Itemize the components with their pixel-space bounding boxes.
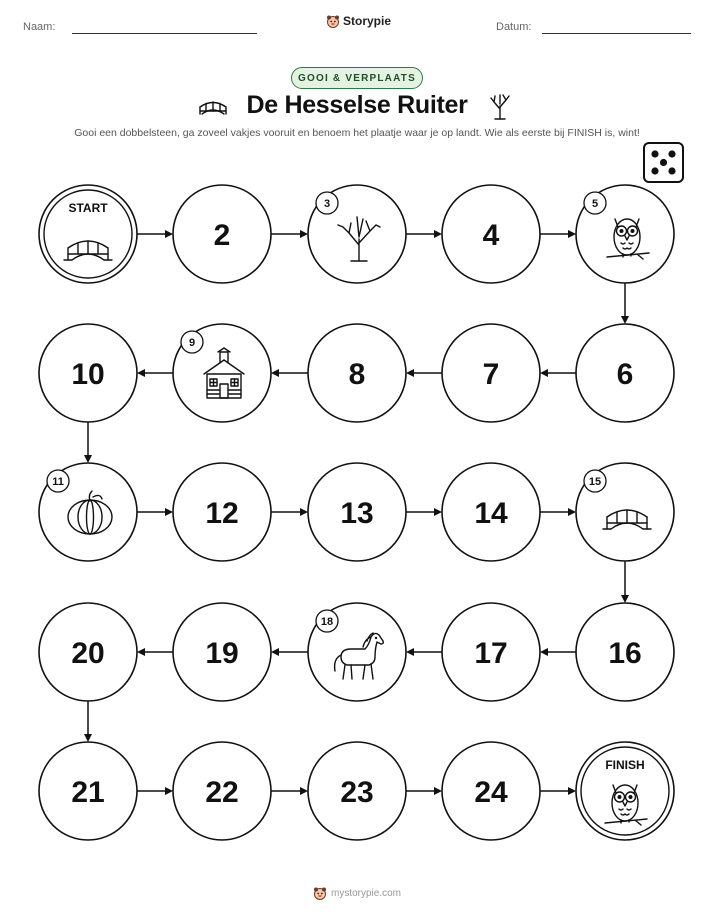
date-label: Datum: bbox=[496, 21, 532, 33]
svg-text:15: 15 bbox=[588, 476, 602, 488]
svg-text:18: 18 bbox=[320, 616, 334, 628]
space-number: 6 bbox=[616, 358, 634, 391]
svg-text:3: 3 bbox=[323, 198, 331, 210]
name-label: Naam: bbox=[23, 21, 56, 33]
svg-text:11: 11 bbox=[52, 476, 64, 488]
space-number: 13 bbox=[340, 497, 374, 530]
start-space bbox=[39, 185, 137, 283]
board-space-21 bbox=[39, 742, 137, 840]
space-number-badge bbox=[584, 470, 606, 492]
path-arrowhead bbox=[540, 648, 548, 656]
path-arrowhead bbox=[434, 508, 442, 516]
board-space-8 bbox=[308, 324, 406, 422]
board-space-18 bbox=[308, 603, 406, 701]
board-space-22 bbox=[173, 742, 271, 840]
board-space-10 bbox=[39, 324, 137, 422]
path-arrowhead bbox=[271, 369, 279, 377]
page-title: De Hesselse Ruiter bbox=[246, 91, 468, 119]
board-space-7 bbox=[442, 324, 540, 422]
space-number: 2 bbox=[213, 219, 231, 252]
board-space-16 bbox=[576, 603, 674, 701]
path-arrowhead bbox=[165, 787, 173, 795]
finish-space bbox=[576, 742, 674, 840]
path-arrowhead bbox=[165, 230, 173, 238]
activity-badge: GOOI & VERPLAATS bbox=[291, 67, 423, 89]
space-number: 16 bbox=[608, 637, 642, 670]
space-label: START bbox=[68, 201, 108, 215]
space-number: 8 bbox=[348, 358, 366, 391]
space-number-badge bbox=[316, 192, 338, 214]
path-arrowhead bbox=[540, 369, 548, 377]
space-number: 24 bbox=[474, 776, 508, 809]
board-space-5 bbox=[576, 185, 674, 283]
space-number: 12 bbox=[205, 497, 239, 530]
space-number: 10 bbox=[71, 358, 105, 391]
path-arrowhead bbox=[621, 595, 629, 603]
board-space-13 bbox=[308, 463, 406, 561]
space-number-badge bbox=[47, 470, 69, 492]
path-arrowhead bbox=[137, 648, 145, 656]
board-space-17 bbox=[442, 603, 540, 701]
board-space-9 bbox=[173, 324, 271, 422]
board-space-4 bbox=[442, 185, 540, 283]
path-arrowhead bbox=[568, 508, 576, 516]
board-space-14 bbox=[442, 463, 540, 561]
board-space-20 bbox=[39, 603, 137, 701]
space-number: 20 bbox=[71, 637, 105, 670]
space-number-badge bbox=[181, 331, 203, 353]
path-arrowhead bbox=[434, 230, 442, 238]
space-number-badge bbox=[316, 610, 338, 632]
board-space-6 bbox=[576, 324, 674, 422]
path-arrowhead bbox=[621, 316, 629, 324]
space-number: 21 bbox=[71, 776, 105, 809]
path-arrowhead bbox=[434, 787, 442, 795]
storypie-logo-icon bbox=[313, 886, 327, 900]
path-arrowhead bbox=[406, 369, 414, 377]
board-space-12 bbox=[173, 463, 271, 561]
brand-name: Storypie bbox=[343, 14, 392, 28]
path-arrowhead bbox=[300, 508, 308, 516]
path-arrowhead bbox=[568, 787, 576, 795]
path-arrowhead bbox=[406, 648, 414, 656]
instructions: Gooi een dobbelsteen, ga zoveel vakjes vooruit en benoem het plaatje waar je op landt. Wie als eerste bij FINISH is, wint! bbox=[74, 127, 640, 139]
space-number: 14 bbox=[474, 497, 508, 530]
path-arrowhead bbox=[271, 648, 279, 656]
board-space-15 bbox=[576, 463, 674, 561]
space-number: 7 bbox=[482, 358, 500, 391]
footer bbox=[0, 886, 714, 900]
path-arrowhead bbox=[568, 230, 576, 238]
space-number: 22 bbox=[205, 776, 239, 809]
space-number: 19 bbox=[205, 637, 239, 670]
space-number-badge bbox=[584, 192, 606, 214]
board-space-2 bbox=[173, 185, 271, 283]
path-arrowhead bbox=[300, 787, 308, 795]
board-space-3 bbox=[308, 185, 406, 283]
board-space-19 bbox=[173, 603, 271, 701]
path-arrowhead bbox=[165, 508, 173, 516]
space-label: FINISH bbox=[605, 758, 645, 772]
svg-text:5: 5 bbox=[591, 198, 599, 210]
space-number: 17 bbox=[474, 637, 508, 670]
svg-text:9: 9 bbox=[188, 337, 196, 349]
footer-url: mystorypie.com bbox=[330, 887, 401, 899]
board-space-24 bbox=[442, 742, 540, 840]
space-number: 4 bbox=[482, 219, 500, 252]
space-number: 23 bbox=[340, 776, 374, 809]
board-space-23 bbox=[308, 742, 406, 840]
path-arrowhead bbox=[84, 734, 92, 742]
path-arrowhead bbox=[84, 455, 92, 463]
path-arrowhead bbox=[300, 230, 308, 238]
path-arrowhead bbox=[137, 369, 145, 377]
board-space-11 bbox=[39, 463, 137, 561]
